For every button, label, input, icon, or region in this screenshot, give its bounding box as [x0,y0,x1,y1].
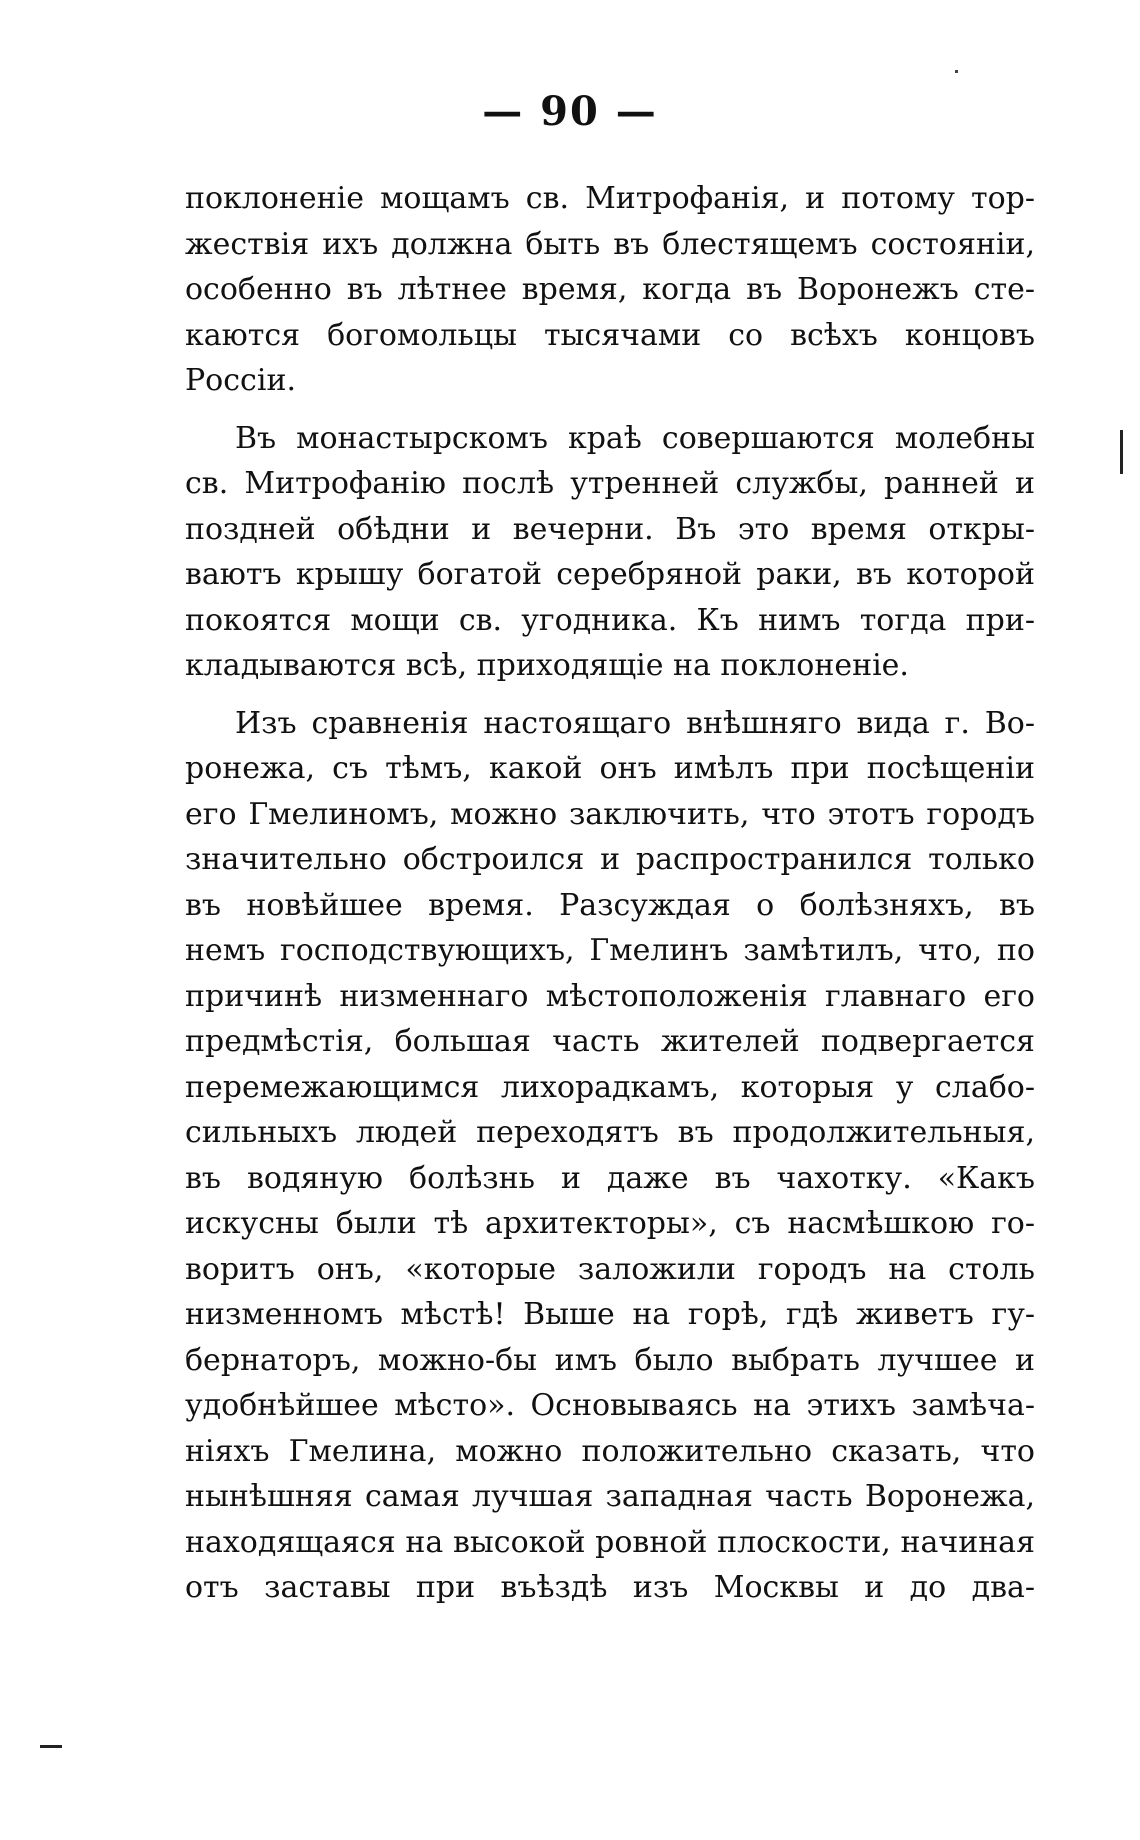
text-line: поклоненіе мощамъ св. Митрофанія, и потому тор- [185,181,1035,216]
margin-dash [40,1745,62,1748]
text-line: въ новѣйшее время. Разсуждая о болѣзняхъ, въ [185,887,1035,923]
text-line: воритъ онъ, «которые заложили городъ на столь [185,1251,1035,1287]
page-number: — 90 — [482,88,658,135]
text-line: значительно обстроился и распространился только [185,842,1035,877]
text-line: каются богомольцы тысячами со всѣхъ концовъ [185,317,1035,353]
text-line: ронежа, съ тѣмъ, какой онъ имѣлъ при посѣщеніи [185,751,1035,786]
text-line: причинѣ низменнаго мѣстоположенія главнаго его [185,978,1035,1014]
text-line: немъ господствующихъ, Гмелинъ замѣтилъ, что, по [185,933,1035,968]
text-line: перемежающимся лихорадкамъ, которыя у слабо- [185,1069,1035,1105]
text-line: искусны были тѣ архитекторы», съ насмѣшкою го- [185,1206,1035,1241]
text-line: Въ монастырскомъ краѣ совершаются молебны [235,420,1035,456]
text-line: нынѣшняя самая лучшая западная часть Воронежа, [185,1479,1035,1514]
text-line: низменномъ мѣстѣ! Выше на горѣ, гдѣ живетъ гу- [185,1297,1035,1332]
text-line: его Гмелиномъ, можно заключить, что этотъ городъ [185,796,1035,832]
text-line: особенно въ лѣтнее время, когда въ Воронежъ сте- [185,272,1035,307]
text-line: бернаторъ, можно-бы имъ было выбрать лучшее и [185,1342,1035,1378]
text-line: св. Митрофанію послѣ утренней службы, ранней и [185,466,1035,501]
text-line: Россіи. [185,363,296,398]
text-line: удобнѣйшее мѣсто». Основываясь на этихъ замѣча- [185,1388,1035,1423]
body-text [185,176,1035,1611]
text-line: ваютъ крышу богатой серебряной раки, въ которой [185,557,1035,592]
corner-speck [955,70,958,73]
text-line: Изъ сравненія настоящаго внѣшняго вида г. Во- [235,705,1035,741]
text-line: отъ заставы при въѣздѣ изъ Москвы и до два- [185,1570,1035,1605]
text-line: сильныхъ людей переходятъ въ продолжительныя, [185,1115,1035,1150]
paragraph-2 [185,416,1035,689]
text-line: ніяхъ Гмелина, можно положительно сказать, что [185,1433,1035,1469]
text-line: предмѣстія, большая часть жителей подвергается [185,1024,1035,1059]
text-line: поздней обѣдни и вечерни. Въ это время откры- [185,511,1035,547]
text-line: покоятся мощи св. угодника. Къ нимъ тогда при- [185,602,1035,638]
margin-mark [1120,430,1123,474]
text-line: въ водяную болѣзнь и даже въ чахотку. «Какъ [185,1160,1035,1196]
text-line: кладываются всѣ, приходящіе на поклоненіе. [185,648,909,683]
text-line: находящаяся на высокой ровной плоскости, начиная [185,1524,1035,1560]
text-line: жествія ихъ должна быть въ блестящемъ состояніи, [185,226,1035,262]
paragraph-1 [185,176,1035,404]
paragraph-3 [185,701,1035,1611]
